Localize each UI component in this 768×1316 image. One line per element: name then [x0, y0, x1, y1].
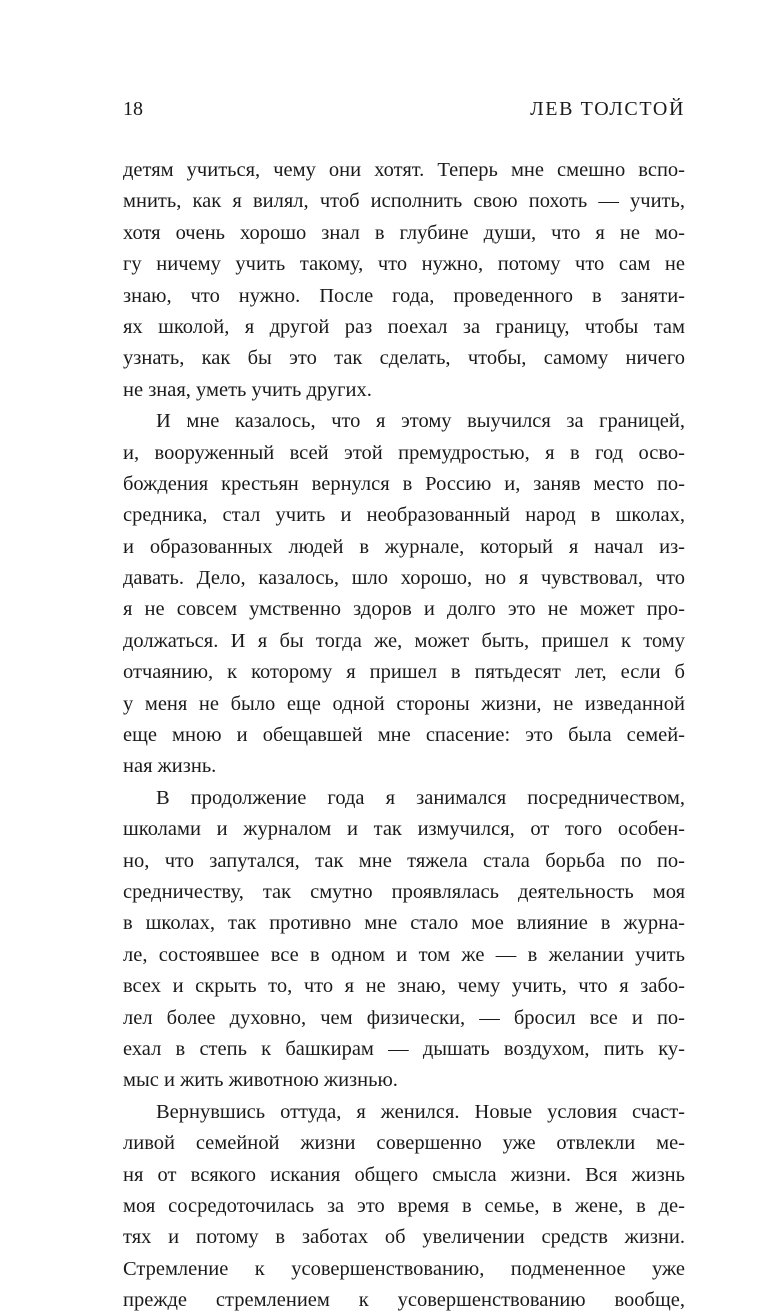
text-line: отчаянию, к которому я пришел в пятьдесят лет, если б [123, 661, 685, 684]
text-line: школами и журналом и так измучился, от того особен- [123, 818, 685, 841]
text-line: давать. Дело, казалось, шло хорошо, но я чувствовал, что [123, 567, 685, 590]
body-text [123, 155, 685, 1316]
running-head [123, 98, 685, 128]
text-line: не зная, уметь учить других. [123, 378, 372, 401]
text-line: всех и скрыть то, что я не знаю, чему учить, что я забо- [123, 975, 685, 998]
paragraph-first-line: И мне казалось, что я этому выучился за границей, [156, 410, 685, 433]
text-line: должаться. И я бы тогда же, может быть, пришел к тому [123, 629, 685, 652]
text-line: еще мною и обещавшей мне спасение: это была семей- [123, 724, 685, 747]
text-line: ливой семейной жизни совершенно уже отвлекли ме- [123, 1132, 685, 1155]
text-line: ная жизнь. [123, 755, 217, 778]
page-number: 18 [123, 98, 143, 120]
paragraph-first-line: В продолжение года я занимался посредничеством, [156, 786, 685, 809]
text-line: средничеству, так смутно проявлялась деятельность моя [123, 880, 685, 903]
text-line: прежде стремлением к усовершенствованию вообще, [123, 1289, 685, 1312]
text-line: хотя очень хорошо знал в глубине души, что я не мо- [123, 221, 685, 244]
text-line: но, что запутался, так мне тяжела стала борьба по по- [123, 849, 685, 872]
paragraph-first-line: Вернувшись оттуда, я женился. Новые условия счаст- [156, 1100, 685, 1123]
text-line: в школах, так противно мне стало мое влияние в журна- [123, 912, 685, 935]
running-title: ЛЕВ ТОЛСТОЙ [530, 98, 685, 120]
text-line: и, вооруженный всей этой премудростью, я в год осво- [123, 441, 685, 464]
text-line: я не совсем умственно здоров и долго это не может про- [123, 598, 685, 621]
text-line: бождения крестьян вернулся в Россию и, заняв место по- [123, 472, 685, 495]
text-line: знаю, что нужно. После года, проведенного в заняти- [123, 284, 685, 307]
text-line: гу ничему учить такому, что нужно, потому что сам не [123, 253, 685, 276]
text-line: детям учиться, чему они хотят. Теперь мне смешно вспо- [123, 159, 685, 181]
text-line: лел более духовно, чем физически, — бросил все и по- [123, 1006, 685, 1029]
text-line: ях школой, я другой раз поехал за границу, чтобы там [123, 315, 685, 338]
text-line: мыс и жить животною жизнью. [123, 1069, 398, 1092]
text-line: Стремление к усовершенствованию, подмененное уже [123, 1257, 685, 1280]
text-line: у меня не было еще одной стороны жизни, не изведанной [123, 692, 685, 715]
text-line: тях и потому в заботах об увеличении средств жизни. [123, 1226, 685, 1249]
text-line: и образованных людей в журнале, который я начал из- [123, 535, 685, 558]
text-line: ехал в степь к башкирам — дышать воздухом, пить ку- [123, 1037, 685, 1060]
text-line: средника, стал учить и необразованный народ в школах, [123, 504, 685, 527]
text-line: узнать, как бы это так сделать, чтобы, самому ничего [123, 347, 685, 370]
text-line: ня от всякого искания общего смысла жизни. Вся жизнь [123, 1163, 685, 1186]
text-line: мнить, как я вилял, чтоб исполнить свою похоть — учить, [123, 190, 685, 213]
text-line: ле, состоявшее все в одном и том же — в желании учить [123, 943, 685, 966]
text-line: моя сосредоточилась за это время в семье, в жене, в де- [123, 1194, 685, 1217]
